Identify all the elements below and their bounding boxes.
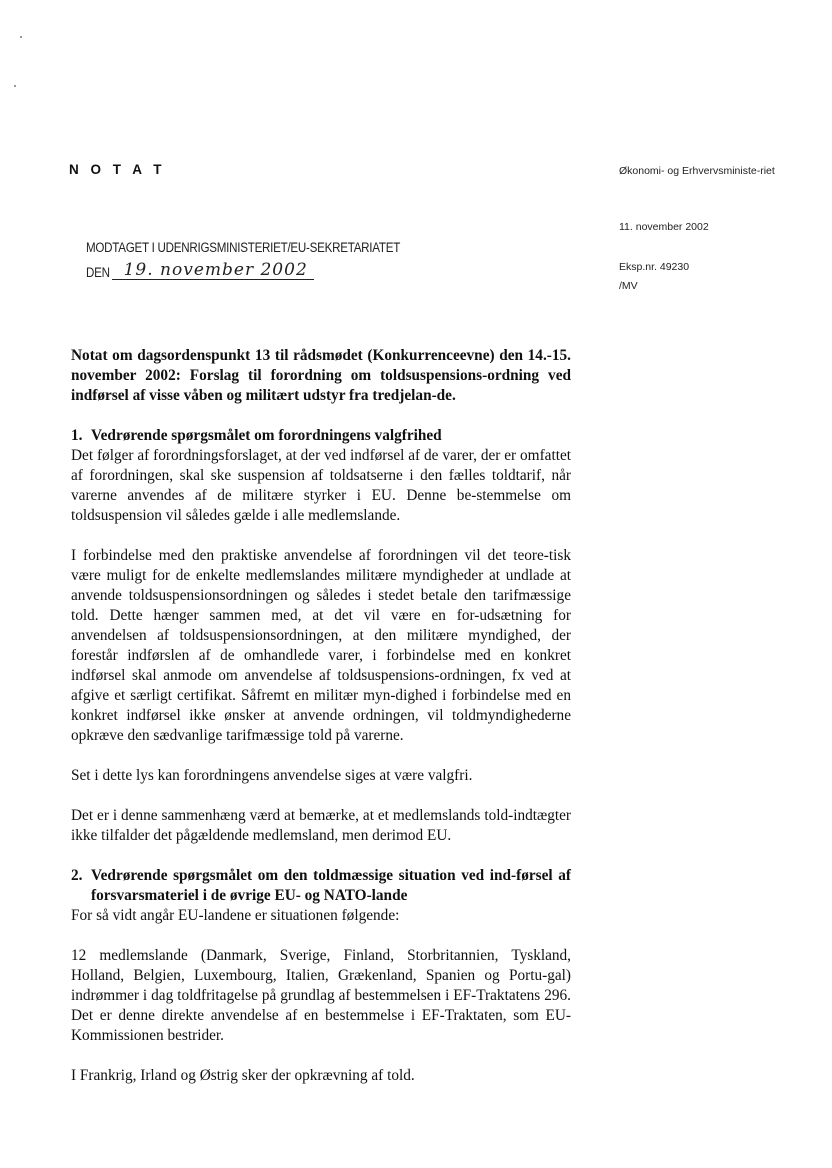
- paragraph: I forbindelse med den praktiske anvendelse af forordningen vil det teore-tisk være muligt for de enkelte medlemslandes militære myndigheder at undlade at anvende toldsuspensionsordningen og således i stedet betale den tarifmæssige told. Dette hænger sammen med, at det vil være en for-udsætning for anvendelsen af toldsuspensionsordningen, at den militære myndighed, der forestår indførslen af de omhandlede varer, i forbindelse med en konkret indførsel skal anmode om anvendelse af toldsuspensions-ordningen, fx ved at afgive et særligt certifikat. Såfremt en militær myn-dighed i forbindelse med en konkret indførsel ikke ønsker at anvende ordningen, vil toldmyndighederne opkræve den sædvanlige tarifmæssige told på varerne.: [71, 547, 571, 744]
- ministry-name: Økonomi- og Erhvervsministe-riet: [619, 165, 775, 177]
- handwritten-date: 19. november 2002: [112, 261, 314, 280]
- case-number: Eksp.nr. 49230: [619, 261, 690, 273]
- section-number: 1.: [71, 427, 83, 444]
- section-2-heading: [71, 866, 571, 906]
- initials: /MV: [619, 280, 638, 292]
- stamp-den-label: DEN: [86, 265, 110, 280]
- paragraph: Det følger af forordningsforslaget, at der ved indførsel af de varer, der er omfattet af forordningen, skal ske suspension af toldsatserne i den fælles toldtarif, når varerne anvendes af de militære styrker i EU. Denne be-stemmelse om toldsuspension vil således gælde i alle medlemslande.: [71, 447, 571, 524]
- section-1-heading: [71, 426, 571, 446]
- paragraph: For så vidt angår EU-landene er situationen følgende:: [71, 907, 400, 924]
- memo-title: Notat om dagsordenspunkt 13 til rådsmødet (Konkurrenceevne) den 14.-15. november 2002: Forslag til forordning om toldsuspensions-ordning ved indførsel af visse våben og militært udstyr fra tredjelan-de.: [71, 347, 571, 404]
- section-title: Vedrørende spørgsmålet om den toldmæssige situation ved ind-førsel af forsvarsmateriel i de øvrige EU- og NATO-lande: [91, 867, 571, 904]
- received-stamp: [86, 240, 451, 280]
- paragraph: 12 medlemslande (Danmark, Sverige, Finland, Storbritannien, Tyskland, Holland, Belgien, Luxembourg, Italien, Grækenland, Spanien og Portu-gal) indrømmer i dag toldfritagelse på grundlag af bestemmelsen i EF-Traktatens 296. Det er denne direkte anvendelse af en bestemmelse i EF-Traktaten, som EU-Kommissionen bestrider.: [71, 947, 571, 1044]
- scan-speck: [14, 85, 16, 87]
- stamp-date-line: [86, 261, 451, 280]
- paragraph: Set i dette lys kan forordningens anvendelse siges at være valgfri.: [71, 767, 473, 784]
- reference-block: [619, 258, 689, 296]
- stamp-received-line: MODTAGET I UDENRIGSMINISTERIET/EU-SEKRETARIATET: [86, 240, 401, 255]
- document-date: 11. november 2002: [619, 221, 709, 233]
- section-title: Vedrørende spørgsmålet om forordningens valgfrihed: [91, 427, 442, 444]
- memo-body: [71, 346, 571, 1086]
- document-type-title: N O T A T: [69, 162, 166, 177]
- paragraph: Det er i denne sammenhæng værd at bemærke, at et medlemslands told-indtægter ikke tilfalder det pågældende medlemsland, men derimod EU.: [71, 807, 571, 844]
- section-number: 2.: [71, 867, 83, 884]
- paragraph: I Frankrig, Irland og Østrig sker der opkrævning af told.: [71, 1067, 415, 1084]
- scan-speck: [20, 36, 22, 38]
